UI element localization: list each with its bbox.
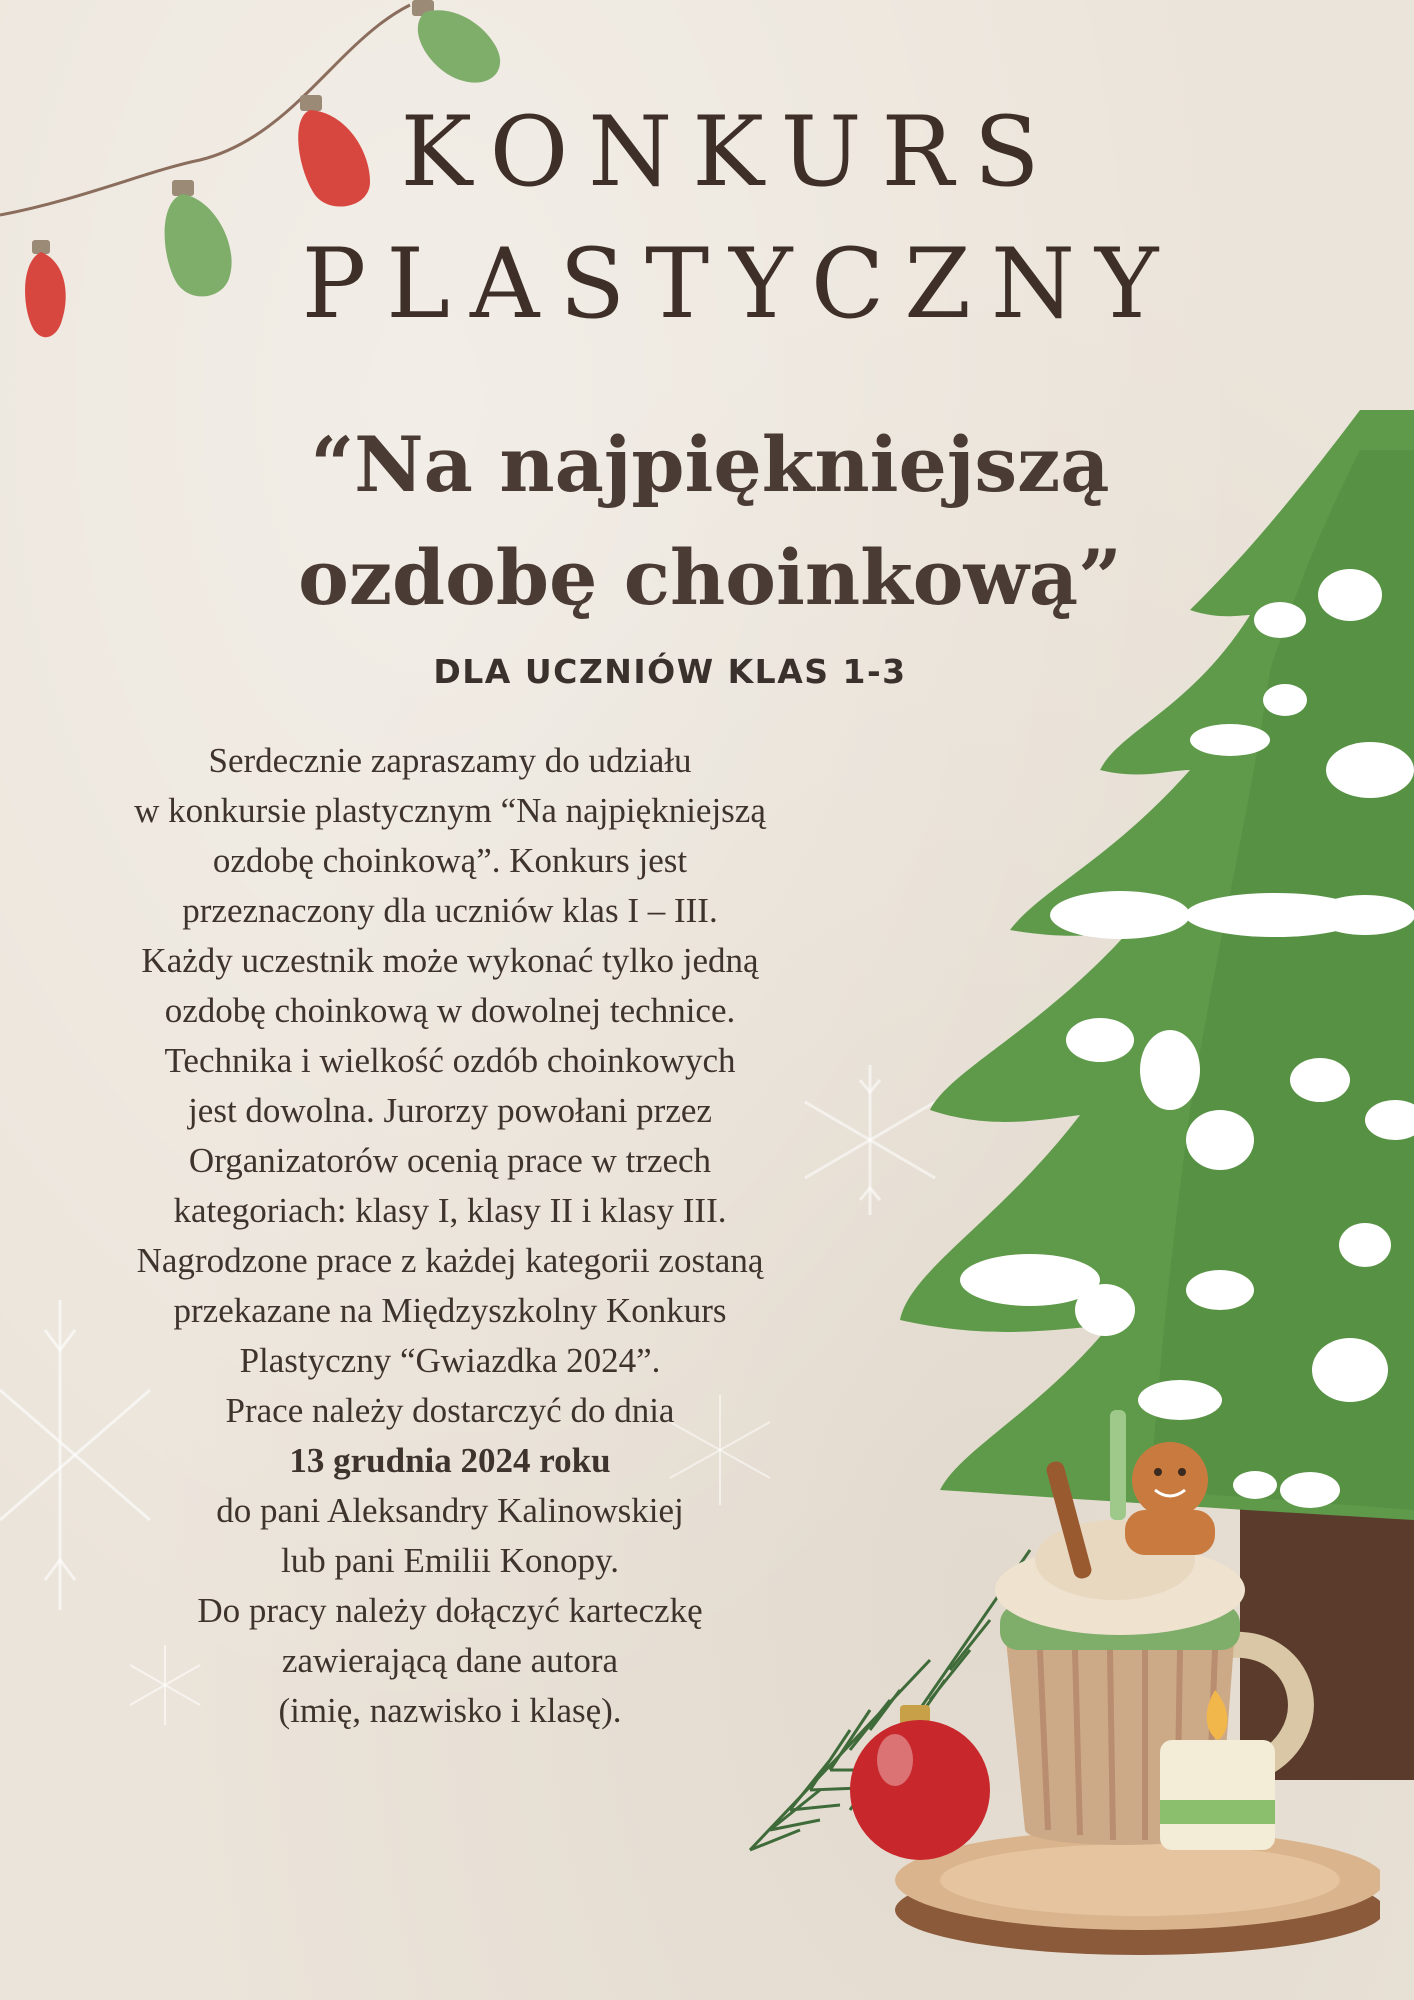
body-line: zawierającą dane autora bbox=[281, 1641, 619, 1680]
body-line: do pani Aleksandry Kalinowskiej bbox=[216, 1491, 684, 1530]
audience-label: DLA UCZNIÓW KLAS 1-3 bbox=[433, 652, 907, 691]
green-bulb-icon bbox=[412, 0, 500, 83]
green-bulb-icon bbox=[165, 180, 232, 296]
poster-title-line1: KONKURS bbox=[400, 96, 1060, 208]
body-line: Serdecznie zapraszamy do udziału bbox=[208, 741, 692, 780]
red-bulb-icon bbox=[298, 95, 370, 207]
body-line: ozdobę choinkową w dowolnej technice. bbox=[164, 991, 736, 1030]
poster-title-line2: PLASTYCZNY bbox=[301, 228, 1179, 340]
body-line: Plastyczny “Gwiazdka 2024”. bbox=[239, 1341, 661, 1380]
body-line: Do pracy należy dołączyć karteczkę bbox=[197, 1591, 703, 1630]
body-line: lub pani Emilii Konopy. bbox=[281, 1541, 619, 1580]
body-line: Organizatorów ocenią prace w trzech bbox=[188, 1141, 712, 1180]
contest-name-line1: “Na najpiękniejszą bbox=[310, 420, 1110, 509]
body-line: jest dowolna. Jurorzy powołani przez bbox=[188, 1091, 712, 1130]
body-line: przeznaczony dla uczniów klas I – III. bbox=[182, 891, 718, 930]
gingerbread-icon bbox=[1125, 1442, 1215, 1555]
body-line: Nagrodzone prace z każdej kategorii zostaną bbox=[136, 1241, 764, 1280]
body-line: kategoriach: klasy I, klasy II i klasy III. bbox=[173, 1191, 727, 1230]
body-line: Każdy uczestnik może wykonać tylko jedną bbox=[141, 941, 759, 980]
body-line: Prace należy dostarczyć do dnia bbox=[225, 1391, 675, 1430]
body-text bbox=[40, 736, 860, 1736]
contest-name-line2: ozdobę choinkową” bbox=[298, 533, 1122, 622]
body-line: ozdobę choinkową”. Konkurs jest bbox=[212, 841, 688, 880]
red-bulb-icon bbox=[25, 240, 66, 337]
body-line: Technika i wielkość ozdób choinkowych bbox=[164, 1041, 736, 1080]
deadline-date: 13 grudnia 2024 roku bbox=[289, 1441, 611, 1480]
body-line: w konkursie plastycznym “Na najpiękniejszą bbox=[134, 791, 766, 830]
body-line: (imię, nazwisko i klasę). bbox=[278, 1691, 622, 1730]
body-line: przekazane na Międzyszkolny Konkurs bbox=[173, 1291, 727, 1330]
